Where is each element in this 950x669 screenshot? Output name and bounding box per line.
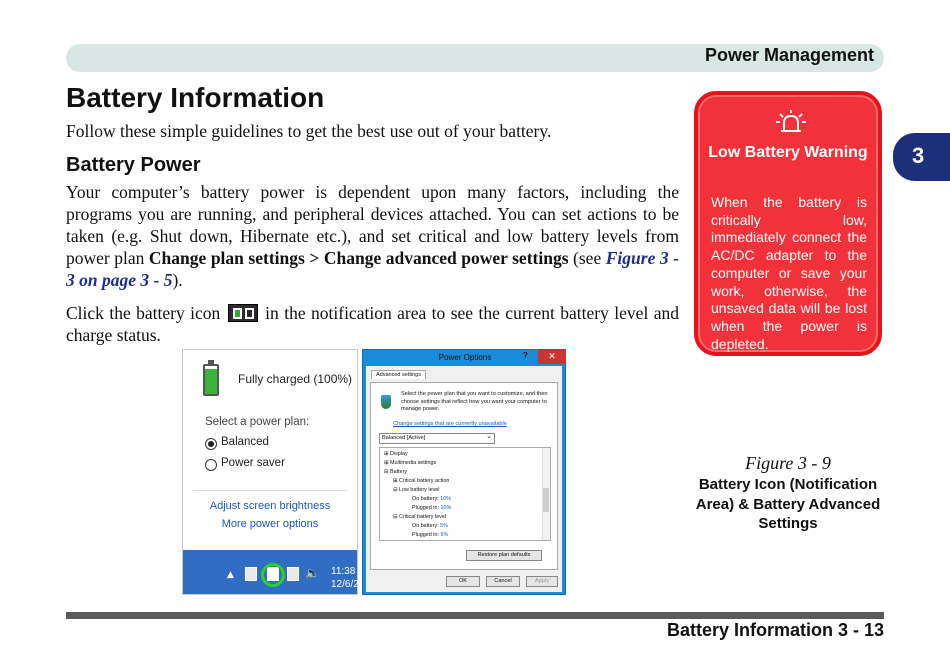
- page-title: Battery Information: [66, 82, 325, 113]
- radio-power-saver[interactable]: [205, 459, 217, 471]
- running-header: Power Management: [704, 45, 874, 65]
- tree-label: Multimedia settings: [390, 460, 437, 466]
- option-power-saver-label[interactable]: Power saver: [221, 457, 285, 469]
- settings-panel: [370, 382, 558, 570]
- tree-label: Critical battery level: [399, 514, 447, 520]
- adjust-brightness-link[interactable]: Adjust screen brightness: [209, 500, 331, 512]
- tree-item-crit-on-battery[interactable]: [412, 523, 448, 529]
- tree-label: Battery: [390, 469, 408, 475]
- tree-label: Critical battery action: [399, 478, 450, 484]
- divider: [193, 490, 347, 491]
- figure-caption: Battery Icon (Notification Area) & Battery Advanced Settings: [695, 476, 881, 532]
- battery-flyout-screenshot: [182, 349, 358, 595]
- apply-button[interactable]: Apply: [526, 576, 558, 587]
- cancel-button[interactable]: Cancel: [486, 576, 520, 587]
- clock[interactable]: [331, 565, 359, 591]
- tree-item-battery[interactable]: ⊟ Battery: [384, 469, 408, 475]
- figure-number: Figure 3 - 9: [745, 453, 831, 473]
- restore-defaults-button[interactable]: Restore plan defaults: [466, 550, 542, 561]
- power-plan-select[interactable]: Balanced [Active] ⌄: [379, 433, 495, 444]
- battery-flyout: [183, 350, 357, 550]
- tree-item-crit-plugged-in[interactable]: [412, 532, 448, 538]
- warning-title: Low Battery Warning: [708, 144, 868, 161]
- ok-button[interactable]: OK: [446, 576, 480, 587]
- close-button[interactable]: ✕: [538, 350, 566, 364]
- battery-full-icon: [203, 364, 219, 396]
- tree-value: 5%: [440, 532, 449, 538]
- tree-label: Low battery level: [399, 487, 440, 493]
- speaker-icon[interactable]: 🔈: [305, 566, 320, 580]
- battery-icon: [228, 304, 258, 322]
- clock-time: 11:38: [331, 566, 356, 577]
- tree-label: Plugged in:: [412, 532, 439, 538]
- tree-label: On battery:: [412, 496, 439, 502]
- chapter-tab: [893, 133, 950, 181]
- tree-value: 5%: [440, 523, 448, 529]
- chapter-number: 3: [912, 143, 925, 168]
- battery-icon-paragraph: [66, 302, 679, 346]
- help-button[interactable]: ?: [523, 351, 528, 360]
- low-battery-warning-box: [694, 91, 882, 356]
- charge-status: Fully charged (100%): [238, 372, 353, 386]
- tree-item-critical-action[interactable]: ⊞ Critical battery action: [393, 478, 450, 484]
- tree-label: Plugged in:: [412, 505, 439, 511]
- flag-icon[interactable]: [245, 567, 257, 581]
- radio-balanced[interactable]: [205, 438, 217, 450]
- option-balanced-label[interactable]: Balanced: [221, 436, 269, 448]
- tree-value: 10%: [440, 496, 451, 502]
- highlight-circle: [261, 563, 285, 587]
- tree-label: Display: [390, 451, 408, 457]
- tree-item-display[interactable]: ⊞ Display: [384, 451, 408, 457]
- intro-text: Follow these simple guidelines to get the best use out of your battery.: [66, 121, 552, 141]
- change-settings-link[interactable]: Change settings that are currently unavailable: [393, 421, 507, 427]
- tab-advanced-settings[interactable]: Advanced settings: [371, 370, 426, 379]
- tree-scrollbar[interactable]: [542, 448, 550, 540]
- para2-text: Click the battery icon: [66, 303, 221, 323]
- dialog-title: Power Options: [438, 353, 492, 362]
- footer-rule: [66, 612, 884, 619]
- para1-text-2: (see: [568, 248, 606, 268]
- scrollbar-thumb[interactable]: [543, 488, 549, 512]
- tree-item-low-plugged-in[interactable]: [412, 505, 451, 511]
- tree-item-low-on-battery[interactable]: [412, 496, 451, 502]
- alarm-bell-icon: [774, 109, 808, 135]
- more-power-options-link[interactable]: More power options: [221, 518, 319, 530]
- menu-path: Change plan settings > Change advanced power settings: [148, 248, 569, 268]
- chevron-up-icon[interactable]: ▲: [227, 570, 234, 580]
- battery-power-paragraph: [66, 181, 679, 291]
- tree-item-low-level[interactable]: ⊟ Low battery level: [393, 487, 440, 493]
- section-title: Battery Power: [66, 154, 201, 176]
- power-plan-label: Select a power plan:: [205, 416, 310, 428]
- tree-value: 10%: [440, 505, 452, 511]
- clock-date: 12/6/2: [331, 579, 359, 590]
- dialog-body: [366, 366, 562, 592]
- dialog-description: Select the power plan that you want to customize, and then choose settings that reflect how you want your computer to manage power.: [401, 391, 548, 412]
- para2-text-2: in the notification area to see the current battery level and charge status.: [66, 303, 680, 345]
- taskbar: [183, 550, 357, 594]
- tree-item-critical-level[interactable]: ⊟ Critical battery level: [393, 514, 447, 520]
- settings-tree[interactable]: [379, 447, 551, 541]
- figure-reference-link[interactable]: Figure 3 - 3 on page 3 - 5: [66, 248, 679, 290]
- power-options-dialog: [362, 349, 566, 595]
- warning-text: When the battery is critically low, immediately connect the AC/DC adapter to the computer or save your work, otherwise, the unsaved data will be lost when the power is depleted.: [711, 194, 867, 352]
- para1-text: Your computer’s battery power is dependent upon many factors, including the programs you are running, and peripheral devices attached. You can set actions to be taken (e.g. Shut down, Hibernate etc.), and set critical and low battery levels from power plan: [66, 182, 679, 268]
- para1-text-3: ).: [172, 270, 183, 290]
- power-plan-icon: [381, 395, 391, 409]
- tree-label: On battery:: [412, 523, 439, 529]
- footer-page-label: Battery Information 3 - 13: [666, 620, 884, 640]
- tree-item-multimedia[interactable]: ⊞ Multimedia settings: [384, 460, 437, 466]
- network-icon[interactable]: [287, 567, 299, 581]
